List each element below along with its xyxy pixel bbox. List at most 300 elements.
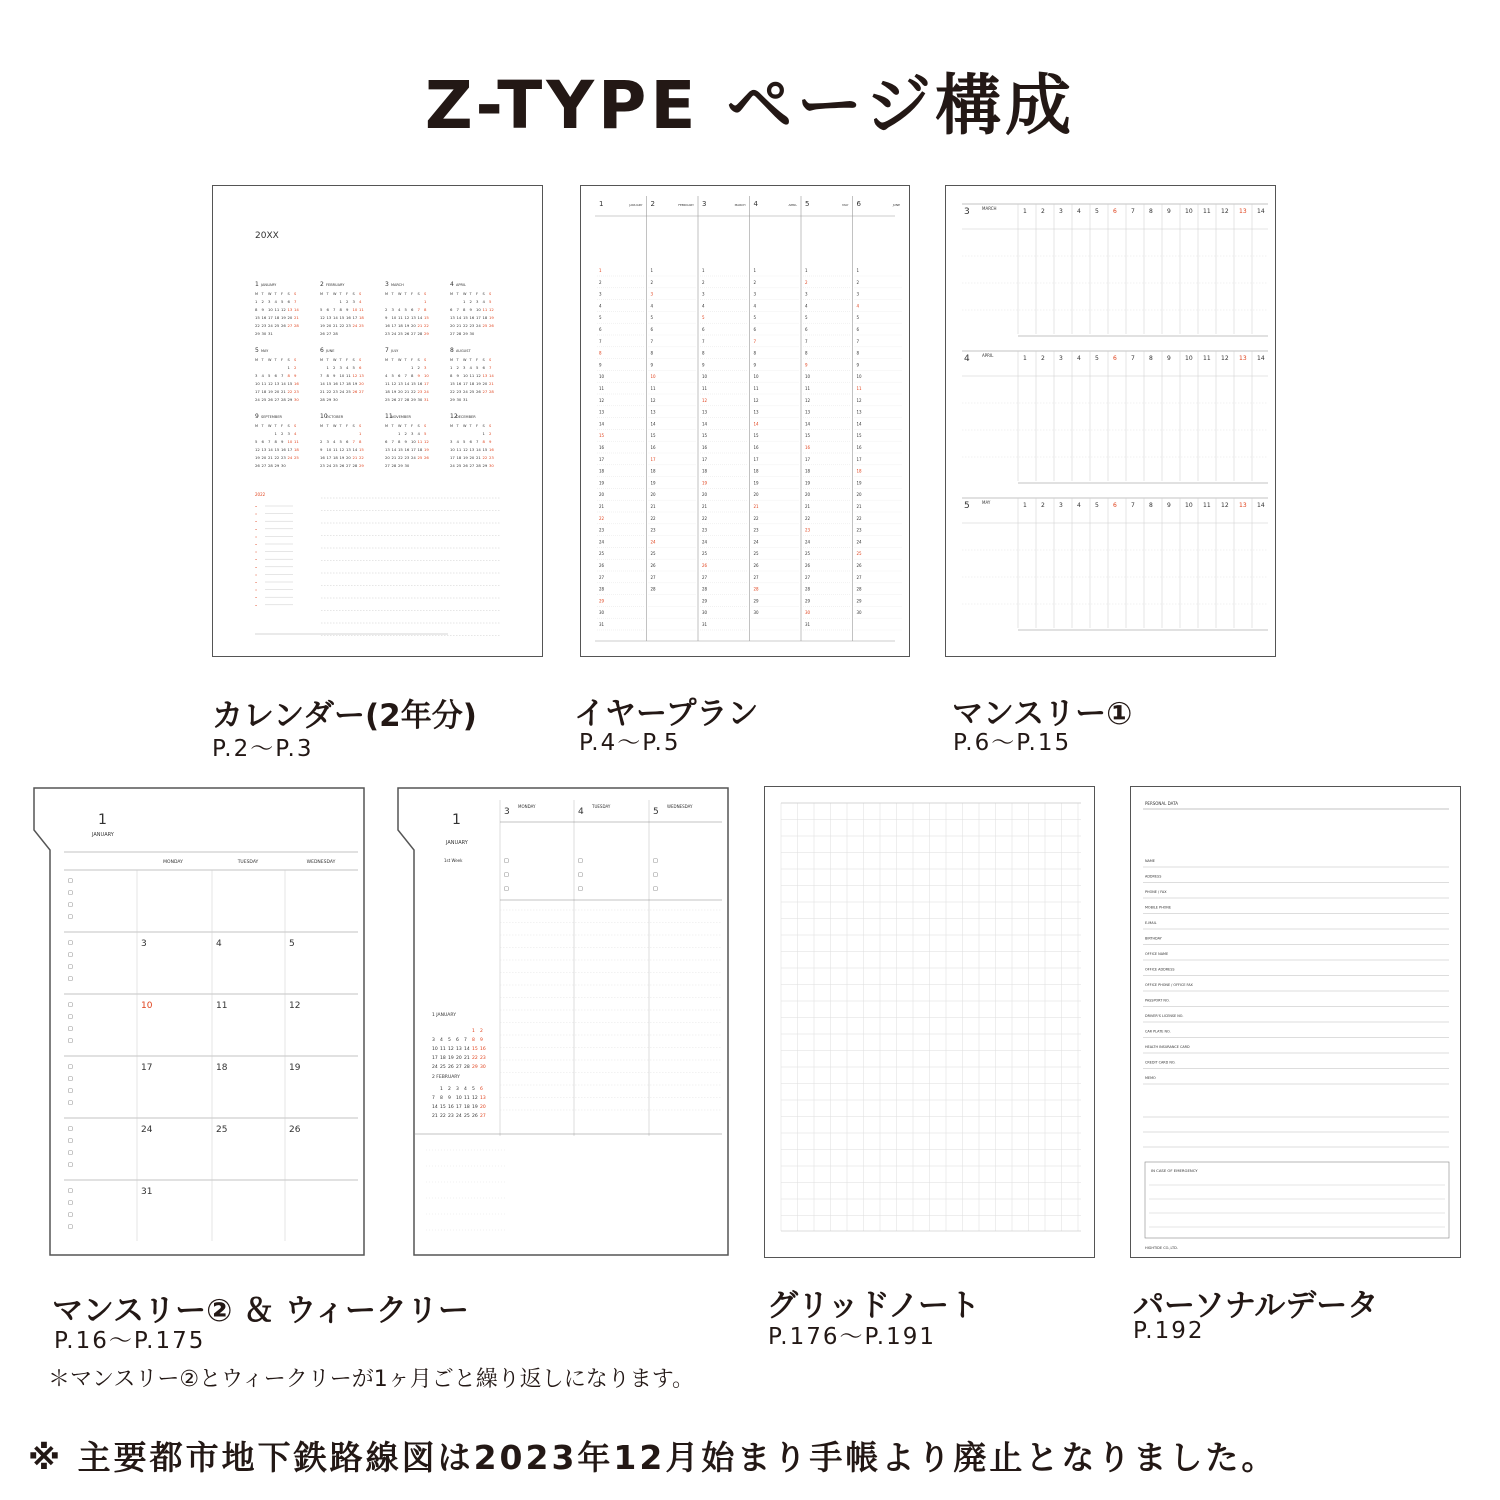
thumb-text: TUESDAY xyxy=(237,860,259,865)
thumb-text: 5 xyxy=(391,373,394,378)
thumb-text: 6 xyxy=(599,327,602,332)
yearplan-page-thumbnail xyxy=(580,185,910,657)
thumb-text: 23 xyxy=(753,527,759,533)
thumb-text: 14 xyxy=(805,421,811,427)
thumb-text: 11 xyxy=(464,1096,470,1101)
thumb-text: 19 xyxy=(352,381,358,386)
thumb-text: APRIL xyxy=(788,203,797,207)
thumb-text: 19 xyxy=(448,1056,454,1061)
thumb-text: 16 xyxy=(599,445,605,450)
thumb-text: S xyxy=(417,292,420,296)
thumb-text: 21 xyxy=(391,455,397,460)
thumb-text: 13 xyxy=(450,315,455,320)
thumb-text: 30 xyxy=(469,331,475,336)
thumb-text: 22 xyxy=(599,515,605,521)
thumb-text: 21 xyxy=(294,315,299,320)
thumb-text: 22 xyxy=(339,323,345,328)
thumb-text: 5 xyxy=(702,315,705,321)
thumb-text: 27 xyxy=(456,1065,462,1070)
thumb-text: 14 xyxy=(856,421,862,427)
monthly1-page-preview xyxy=(946,186,1276,657)
thumb-text: 11 xyxy=(294,439,299,444)
thumb-text: 29 xyxy=(398,463,403,468)
thumb-text: S xyxy=(294,292,297,296)
thumb-text: 19 xyxy=(599,480,605,486)
thumb-text: 17 xyxy=(287,447,293,452)
thumb-text: 19 xyxy=(476,381,481,386)
thumb-text: 16 xyxy=(320,455,325,460)
thumb-text: 16 xyxy=(650,445,656,450)
thumb-text: T xyxy=(469,358,472,362)
thumb-text: 13 xyxy=(411,315,416,320)
thumb-text: 14 xyxy=(281,381,286,386)
thumb-text: 10 xyxy=(1185,355,1193,362)
thumb-text: 10 xyxy=(753,374,759,380)
thumb-text: 2 xyxy=(469,299,472,304)
thumb-text: W xyxy=(333,358,337,362)
thumb-text: 23 xyxy=(281,455,286,460)
thumb-text: 13 xyxy=(753,409,759,415)
thumb-text: 8 xyxy=(440,1096,443,1101)
thumb-text: 17 xyxy=(805,456,811,462)
thumb-text: M xyxy=(385,358,389,362)
thumb-text: 6 xyxy=(274,373,277,378)
monthly2-pages: P.16～P.175 xyxy=(54,1328,206,1354)
thumb-text: BIRTHDAY xyxy=(1145,936,1162,941)
thumb-text: 7 xyxy=(404,373,407,378)
thumb-text: 24 xyxy=(432,1065,438,1070)
thumb-text: 18 xyxy=(599,468,605,474)
thumb-text: 19 xyxy=(472,1105,478,1110)
thumb-text: 3 xyxy=(1059,208,1063,215)
thumb-text: 19 xyxy=(805,480,811,486)
thumb-text: APRIL xyxy=(982,353,994,358)
thumb-text: 28 xyxy=(650,586,656,592)
thumb-text: 17 xyxy=(856,456,862,462)
thumb-text: 13 xyxy=(261,447,267,452)
thumb-text: 1 JANUARY xyxy=(432,1013,456,1018)
thumb-text: 3 xyxy=(141,939,147,949)
thumb-text: 8 xyxy=(411,373,414,378)
thumb-text: 21 xyxy=(268,455,273,460)
thumb-text: 26 xyxy=(424,455,429,460)
thumb-text: • xyxy=(255,581,258,585)
thumb-text: 23 xyxy=(456,389,462,394)
thumb-text: 11 xyxy=(599,386,605,391)
thumb-text: FEBRUARY xyxy=(326,283,345,287)
calendar-page-thumbnail xyxy=(212,185,543,657)
thumb-text: 20 xyxy=(398,389,403,394)
thumb-text: 15 xyxy=(805,433,811,439)
thumb-text: • xyxy=(255,596,258,601)
monthly2-caption: マンスリー② ＆ ウィークリー xyxy=(52,1293,470,1329)
thumb-text: T xyxy=(391,358,394,362)
thumb-text: 23 xyxy=(294,389,299,394)
thumb-text: 2 xyxy=(1041,355,1045,362)
thumb-text: 4 xyxy=(482,299,485,304)
thumb-text: 3 xyxy=(805,291,808,297)
thumb-text: 18 xyxy=(440,1056,446,1061)
grid-caption: グリッドノート xyxy=(767,1288,980,1324)
thumb-text: 17 xyxy=(753,456,759,462)
thumb-text: □ xyxy=(504,872,509,878)
thumb-text: • xyxy=(255,565,258,570)
thumb-text: 11 xyxy=(216,1001,228,1011)
thumb-text: 13 xyxy=(359,373,364,378)
thumb-text: 5 xyxy=(805,200,810,208)
thumb-text: 23 xyxy=(333,389,338,394)
thumb-text: 6 xyxy=(702,327,705,332)
thumb-text: 11 xyxy=(333,447,338,452)
thumb-text: 29 xyxy=(424,331,429,336)
thumb-text: 14 xyxy=(456,315,462,320)
thumb-text: 25 xyxy=(456,463,462,468)
thumb-text: 6 xyxy=(398,373,401,378)
thumb-text: 9 xyxy=(856,362,860,368)
thumb-text: 22 xyxy=(650,515,656,521)
thumb-text: 28 xyxy=(489,389,494,394)
thumb-text: 24 xyxy=(391,331,397,336)
thumb-text: 1 xyxy=(424,299,427,304)
thumb-text: 14 xyxy=(432,1105,438,1110)
thumb-text: 12 xyxy=(424,439,429,444)
thumb-text: W xyxy=(268,292,272,296)
thumb-text: PHONE / FAX xyxy=(1145,890,1167,894)
thumb-text: 10 xyxy=(326,447,332,452)
thumb-text: • xyxy=(255,512,258,517)
calendar-page-preview xyxy=(213,186,543,657)
thumb-text: 9 xyxy=(281,439,284,444)
monthly1-pages: P.6～P.15 xyxy=(953,730,1072,756)
thumb-text: 30 xyxy=(753,610,759,616)
thumb-text: □ xyxy=(653,858,658,864)
thumb-text: 16 xyxy=(856,445,862,450)
thumb-text: 13 xyxy=(346,447,351,452)
thumb-text: 30 xyxy=(856,610,862,616)
thumb-text: 8 xyxy=(856,350,860,356)
thumb-text: 21 xyxy=(352,455,358,460)
page-title: Z-TYPE ページ構成 xyxy=(424,67,1076,144)
thumb-text: 12 xyxy=(476,373,481,378)
thumb-text: 19 xyxy=(424,447,429,452)
thumb-text: M xyxy=(450,292,454,296)
thumb-text: T xyxy=(274,424,277,428)
thumb-text: MARCH xyxy=(982,206,997,211)
thumb-text: • xyxy=(255,588,258,593)
thumb-text: 28 xyxy=(456,331,462,336)
thumb-text: 16 xyxy=(385,323,390,328)
thumb-text: 5 xyxy=(424,431,427,436)
thumb-text: 22 xyxy=(463,323,468,328)
thumb-text: 19 xyxy=(289,1063,301,1073)
thumb-text: 21 xyxy=(650,504,656,509)
thumb-text: M xyxy=(385,424,389,428)
thumb-text: 4 xyxy=(464,1087,467,1092)
thumb-text: • xyxy=(255,520,258,525)
thumb-text: 7 xyxy=(320,373,323,378)
thumb-text: S xyxy=(482,358,485,362)
thumb-text: SEPTEMBER xyxy=(261,415,282,419)
thumb-text: S xyxy=(424,424,427,428)
thumb-text: 22 xyxy=(450,389,455,394)
thumb-text: OFFICE ADDRESS xyxy=(1145,967,1175,972)
thumb-text: M xyxy=(450,424,454,428)
thumb-text: 17 xyxy=(255,389,260,394)
thumb-text: 10 xyxy=(339,373,345,378)
thumb-text: 24 xyxy=(352,323,358,328)
thumb-text: 1st Week xyxy=(444,858,463,863)
thumb-text: 17 xyxy=(141,1063,153,1073)
thumb-text: 19 xyxy=(650,480,656,486)
thumb-text: 27 xyxy=(599,574,605,580)
thumb-text: 22 xyxy=(326,389,332,394)
thumb-text: 3 xyxy=(385,281,389,288)
thumb-text: 14 xyxy=(391,447,397,452)
thumb-text: 17 xyxy=(326,455,332,460)
thumb-text: 7 xyxy=(464,1038,467,1043)
yearplan-pages: P.4～P.5 xyxy=(579,730,681,756)
thumb-text: 20 xyxy=(274,389,280,394)
monthly2-page-preview xyxy=(32,786,366,1257)
thumb-text: 22 xyxy=(287,389,293,394)
thumb-text: 12 xyxy=(805,397,811,403)
thumb-text: 1 xyxy=(702,268,705,273)
thumb-text: 23 xyxy=(346,323,351,328)
thumb-text: T xyxy=(274,292,277,296)
thumb-text: 27 xyxy=(753,574,759,580)
thumb-text: 23 xyxy=(702,527,708,533)
thumb-text: 15 xyxy=(326,381,332,386)
thumb-text: 3 xyxy=(326,439,329,444)
thumb-text: F xyxy=(411,358,414,362)
thumb-text: 17 xyxy=(463,381,468,386)
thumb-text: 2 xyxy=(702,279,705,285)
thumb-text: 3 xyxy=(255,373,258,378)
thumb-text: 6 xyxy=(805,327,808,332)
thumb-text: T xyxy=(404,424,407,428)
thumb-text: S xyxy=(482,424,485,428)
thumb-text: W xyxy=(463,424,467,428)
thumb-text: 4 xyxy=(294,431,297,436)
thumb-text: 4 xyxy=(359,299,362,304)
thumb-text: 31 xyxy=(424,397,429,402)
thumb-text: 5 xyxy=(339,439,342,444)
thumb-text: 26 xyxy=(339,463,345,468)
thumb-text: 2 xyxy=(456,365,459,370)
thumb-text: 14 xyxy=(1257,208,1265,215)
thumb-text: 28 xyxy=(404,397,410,402)
thumb-text: 3 xyxy=(456,1087,459,1092)
thumb-text: F xyxy=(476,424,479,428)
thumb-text: 10 xyxy=(456,1096,462,1101)
thumb-text: 11 xyxy=(417,439,423,444)
thumb-text: 31 xyxy=(463,397,468,402)
thumb-text: 3 xyxy=(753,291,757,297)
thumb-text: AUGUST xyxy=(456,349,471,353)
thumb-text: MAY xyxy=(982,500,991,505)
thumb-text: 1 xyxy=(472,1029,475,1034)
thumb-text: 21 xyxy=(333,323,338,328)
thumb-text: F xyxy=(346,358,349,362)
thumb-text: JANUARY xyxy=(92,832,114,838)
thumb-text: CREDIT CARD NO. xyxy=(1145,1060,1176,1065)
thumb-text: T xyxy=(326,292,329,296)
thumb-text: 4 xyxy=(599,303,602,309)
thumb-text: 10 xyxy=(391,315,397,320)
thumb-text: T xyxy=(456,358,459,362)
thumb-text: 12 xyxy=(753,397,759,403)
thumb-text: 4 xyxy=(456,439,459,444)
thumb-text: F xyxy=(346,424,349,428)
thumb-text: 10 xyxy=(450,447,455,452)
thumb-text: 26 xyxy=(805,563,811,568)
thumb-text: 15 xyxy=(440,1105,446,1110)
thumb-text: 1 xyxy=(463,299,466,304)
thumb-text: 17 xyxy=(424,381,429,386)
thumb-text: T xyxy=(469,424,472,428)
monthly1-caption: マンスリー① xyxy=(952,696,1133,732)
thumb-text: T xyxy=(261,358,264,362)
thumb-text: 12 xyxy=(450,413,458,420)
thumb-text: □ xyxy=(68,1200,73,1206)
thumb-text: 8 xyxy=(753,350,757,356)
thumb-text: CAR PLATE NO. xyxy=(1145,1029,1171,1034)
thumb-text: 15 xyxy=(753,433,759,439)
monthly2-page-thumbnail xyxy=(32,786,366,1257)
thumb-text: 5 xyxy=(255,439,258,444)
thumb-text: 6 xyxy=(346,439,349,444)
thumb-text: 17 xyxy=(352,315,358,320)
thumb-text: 28 xyxy=(599,586,605,592)
thumb-text: 2 xyxy=(385,307,388,312)
thumb-text: 3 xyxy=(352,299,355,304)
thumb-text: WEDNESDAY xyxy=(306,860,336,865)
thumb-text: □ xyxy=(653,872,658,878)
thumb-text: JUNE xyxy=(326,349,335,353)
thumb-text: S xyxy=(417,424,420,428)
thumb-text: 6 xyxy=(469,439,472,444)
thumb-text: T xyxy=(326,358,329,362)
thumb-text: S xyxy=(417,358,420,362)
thumb-text: T xyxy=(391,292,394,296)
thumb-text: □ xyxy=(68,1014,73,1020)
thumb-text: 26 xyxy=(702,563,708,568)
thumb-text: 11 xyxy=(753,386,759,391)
thumb-text: 5 xyxy=(1095,355,1099,362)
thumb-text: 13 xyxy=(650,409,656,415)
thumb-text: 14 xyxy=(702,421,708,427)
thumb-text: 25 xyxy=(440,1065,446,1070)
thumb-text: M xyxy=(255,292,259,296)
thumb-text: 14 xyxy=(753,421,759,427)
thumb-text: S xyxy=(424,358,427,362)
thumb-text: 3 xyxy=(463,365,466,370)
thumb-text: 2 xyxy=(805,279,808,285)
thumb-text: S xyxy=(287,424,290,428)
thumb-text: S xyxy=(294,358,297,362)
thumb-text: 3 xyxy=(339,365,342,370)
thumb-text: 1 xyxy=(599,268,602,273)
thumb-text: 13 xyxy=(856,409,862,415)
thumb-text: 8 xyxy=(450,347,454,354)
thumb-text: 27 xyxy=(480,1114,486,1119)
thumb-text: 5 xyxy=(964,501,970,511)
thumb-text: 2 xyxy=(346,299,349,304)
thumb-text: 15 xyxy=(274,447,280,452)
thumb-text: 24 xyxy=(650,539,656,545)
thumb-text: F xyxy=(281,292,284,296)
thumb-text: 18 xyxy=(856,468,862,474)
thumb-text: 5 xyxy=(753,315,757,321)
thumb-text: 3 xyxy=(424,365,427,370)
thumb-text: 21 xyxy=(489,381,494,386)
thumb-text: T xyxy=(339,292,342,296)
thumb-text: 31 xyxy=(702,622,708,627)
thumb-text: 2 xyxy=(281,431,284,436)
thumb-text: T xyxy=(391,424,394,428)
grid-pages: P.176～P.191 xyxy=(768,1324,936,1350)
thumb-text: 12 xyxy=(1221,208,1229,215)
thumb-text: 8 xyxy=(650,350,654,356)
thumb-text: • xyxy=(255,543,258,547)
thumb-text: 1 xyxy=(805,268,808,273)
thumb-text: 21 xyxy=(320,389,325,394)
thumb-text: 2 xyxy=(856,279,860,285)
thumb-text: 2022 xyxy=(255,492,266,497)
thumb-text: 26 xyxy=(463,463,468,468)
thumb-text: 23 xyxy=(599,527,605,533)
thumb-text: 7 xyxy=(352,439,355,444)
thumb-text: F xyxy=(346,292,349,296)
thumb-text: S xyxy=(489,424,492,428)
grid-page-preview xyxy=(765,787,1095,1258)
thumb-text: 30 xyxy=(261,331,267,336)
thumb-text: 18 xyxy=(456,455,462,460)
thumb-text: MAY xyxy=(261,349,269,353)
thumb-text: □ xyxy=(68,1026,73,1032)
thumb-text: 11 xyxy=(456,447,462,452)
thumb-text: 16 xyxy=(448,1105,454,1110)
thumb-text: 11 xyxy=(261,381,267,386)
thumb-text: 28 xyxy=(464,1065,470,1070)
thumb-text: HIGHTIDE CO.,LTD. xyxy=(1145,1246,1178,1250)
thumb-text: 2 xyxy=(489,431,492,436)
thumb-text: 20 xyxy=(599,492,605,498)
thumb-text: 19 xyxy=(489,315,494,320)
thumb-text: 24 xyxy=(476,323,481,328)
thumb-text: 24 xyxy=(339,389,345,394)
thumb-text: 13 xyxy=(1239,208,1247,215)
thumb-text: W xyxy=(398,358,402,362)
thumb-text: 5 xyxy=(472,1087,475,1092)
thumb-text: 1 xyxy=(98,812,107,828)
thumb-text: 14 xyxy=(268,447,273,452)
thumb-text: 21 xyxy=(805,504,811,509)
thumb-text: 7 xyxy=(417,307,420,312)
thumb-text: 3 xyxy=(702,291,705,297)
thumb-text: 29 xyxy=(359,463,364,468)
thumb-text: MARCH xyxy=(391,283,404,287)
thumb-text: S xyxy=(287,292,290,296)
thumb-text: 16 xyxy=(805,445,811,450)
thumb-text: 18 xyxy=(469,381,475,386)
thumb-text: S xyxy=(294,424,297,428)
thumb-text: MOBILE PHONE xyxy=(1145,905,1171,910)
thumb-text: 10 xyxy=(432,1047,438,1052)
thumb-text: 2 xyxy=(417,365,420,370)
thumb-text: 26 xyxy=(320,331,325,336)
thumb-text: 23 xyxy=(404,455,410,460)
